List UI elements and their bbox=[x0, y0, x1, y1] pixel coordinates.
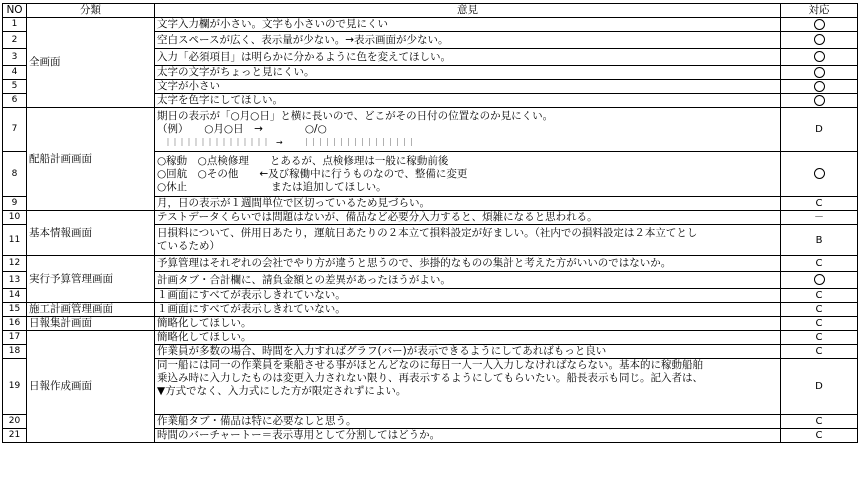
header-no: NO bbox=[3, 4, 27, 18]
opinion-line: ○稼動 ○点検修理 とあるが、点検修理は一般に稼動前後 bbox=[157, 154, 449, 167]
opinion-cell bbox=[155, 152, 781, 197]
row-no: 14 bbox=[3, 289, 27, 303]
opinion-table bbox=[2, 3, 858, 443]
row-no: 16 bbox=[3, 317, 27, 331]
opinion-cell: 文字入力欄が小さい。文字も小さいので見にくい bbox=[155, 18, 781, 32]
opinion-cell: 作業員が多数の場合、時間を入力すればグラフ(バー)が表示できるようにしてあればもっと良い bbox=[155, 345, 781, 359]
opinion-line: ▼方式でなく、入力式にした方が限定されずによい。 bbox=[157, 385, 407, 397]
opinion-cell bbox=[155, 108, 781, 152]
table-row bbox=[3, 317, 858, 331]
response-cell bbox=[781, 32, 858, 49]
category-cell: 全画面 bbox=[27, 18, 155, 108]
opinion-line: ○休止 または追加してほしい。 bbox=[157, 180, 387, 193]
response-cell: C bbox=[781, 289, 858, 303]
response-cell bbox=[781, 272, 858, 289]
header-category: 分類 bbox=[27, 4, 155, 18]
circle-mark bbox=[814, 51, 825, 62]
opinion-cell: 簡略化してほしい。 bbox=[155, 331, 781, 345]
row-no: 21 bbox=[3, 429, 27, 443]
opinion-cell: 太字を色字にしてほしい。 bbox=[155, 94, 781, 108]
category-cell: 日報集計画面 bbox=[27, 317, 155, 331]
row-no: 12 bbox=[3, 256, 27, 272]
response-cell bbox=[781, 152, 858, 197]
response-cell: C bbox=[781, 345, 858, 359]
circle-mark bbox=[814, 81, 825, 92]
row-no: 2 bbox=[3, 32, 27, 49]
category-cell: 施工計画管理画面 bbox=[27, 303, 155, 317]
opinion-line: ているため） bbox=[157, 240, 220, 252]
opinion-cell: 時間のバーチャートー＝表示専用として分割してはどうか。 bbox=[155, 429, 781, 443]
row-no: 7 bbox=[3, 108, 27, 152]
row-no: 20 bbox=[3, 415, 27, 429]
row-no: 17 bbox=[3, 331, 27, 345]
response-cell: C bbox=[781, 331, 858, 345]
category-cell: 基本情報画面 bbox=[27, 211, 155, 256]
response-cell bbox=[781, 66, 858, 80]
category-cell: 実行予算管理画面 bbox=[27, 256, 155, 303]
table-row bbox=[3, 303, 858, 317]
opinion-line: 日損料について、併用日あたり，運航日あたりの２本立て損料設定が好ましい。（社内での損料設定は２本立てとし bbox=[157, 227, 698, 239]
circle-mark bbox=[814, 168, 825, 179]
header-response: 対応 bbox=[781, 4, 858, 18]
response-cell: C bbox=[781, 197, 858, 211]
table-row bbox=[3, 108, 858, 152]
row-no: 5 bbox=[3, 80, 27, 94]
opinion-cell: 月，日の表示が１週間単位で区切っているため見づらい。 bbox=[155, 197, 781, 211]
opinion-cell: １画面にすべてが表示しきれていない。 bbox=[155, 303, 781, 317]
circle-mark bbox=[814, 19, 825, 30]
circle-mark bbox=[814, 274, 825, 285]
row-no: 6 bbox=[3, 94, 27, 108]
table-row bbox=[3, 18, 858, 32]
row-no: 15 bbox=[3, 303, 27, 317]
response-cell: C bbox=[781, 415, 858, 429]
row-no: 11 bbox=[3, 225, 27, 256]
response-cell: C bbox=[781, 256, 858, 272]
opinion-cell: テストデータくらいでは問題はないが、備品など必要分入力すると、煩雑になると思われる。 bbox=[155, 211, 781, 225]
row-no: 1 bbox=[3, 18, 27, 32]
response-cell: D bbox=[781, 108, 858, 152]
row-no: 10 bbox=[3, 211, 27, 225]
response-cell bbox=[781, 18, 858, 32]
response-cell bbox=[781, 80, 858, 94]
table-row bbox=[3, 256, 858, 272]
opinion-cell: 作業船タブ・備品は特に必要なしと思う。 bbox=[155, 415, 781, 429]
row-no: 9 bbox=[3, 197, 27, 211]
response-cell: C bbox=[781, 317, 858, 331]
opinion-line: （例） ○月○日 → ○/○ bbox=[157, 123, 327, 135]
opinion-line: ○回航 ○その他 ←及び稼働中に行うものなので、整備に変更 bbox=[157, 167, 468, 180]
response-cell: － bbox=[781, 211, 858, 225]
response-cell bbox=[781, 94, 858, 108]
opinion-line: 同一船には同一の作業員を乗船させる事がほとんどなのに毎日一人一人入力しなければならない。基本的に稼動船舶 bbox=[157, 359, 703, 371]
opinion-cell: 太字の文字がちょっと見にくい。 bbox=[155, 66, 781, 80]
opinion-cell: 入力「必須項目」は明らかに分かるように色を変えてほしい。 bbox=[155, 49, 781, 66]
opinion-cell: 予算管理はそれぞれの会社でやり方が違うと思うので、歩掛的なものの集計と考えた方がいいのではないか。 bbox=[155, 256, 781, 272]
row-no: 19 bbox=[3, 359, 27, 415]
response-cell bbox=[781, 49, 858, 66]
row-no: 13 bbox=[3, 272, 27, 289]
category-cell: 配船計画画面 bbox=[27, 108, 155, 211]
circle-mark bbox=[814, 67, 825, 78]
opinion-cell: 計画タブ・合計欄に、請負金額との差異があったほうがよい。 bbox=[155, 272, 781, 289]
row-no: 3 bbox=[3, 49, 27, 66]
table-row bbox=[3, 331, 858, 345]
response-cell: C bbox=[781, 429, 858, 443]
table-row bbox=[3, 211, 858, 225]
opinion-cell: 簡略化してほしい。 bbox=[155, 317, 781, 331]
response-cell: C bbox=[781, 303, 858, 317]
category-cell: 日報作成画面 bbox=[27, 331, 155, 443]
response-cell: B bbox=[781, 225, 858, 256]
row-no: 4 bbox=[3, 66, 27, 80]
row-no: 18 bbox=[3, 345, 27, 359]
circle-mark bbox=[814, 95, 825, 106]
response-cell: D bbox=[781, 359, 858, 415]
opinion-cell bbox=[155, 359, 781, 415]
opinion-cell: 空白スペースが広く、表示量が少ない。→表示画面が少ない。 bbox=[155, 32, 781, 49]
opinion-line: 乗込み時に入力したものは変更入力されない限り、再表示するようにしてもらいたい。船長表示も同じ。記入者は、 bbox=[157, 372, 703, 384]
opinion-line: ｜｜｜｜｜｜｜｜｜｜｜｜｜｜｜ → ｜｜｜｜｜｜｜｜｜｜｜｜｜｜｜｜ bbox=[157, 138, 415, 147]
opinion-cell: １画面にすべてが表示しきれていない。 bbox=[155, 289, 781, 303]
opinion-cell bbox=[155, 225, 781, 256]
opinion-line: 期日の表示が「○月○日」と横に長いので、どこがその日付の位置なのか見にくい。 bbox=[157, 110, 554, 122]
header-opinion: 意見 bbox=[155, 4, 781, 18]
row-no: 8 bbox=[3, 152, 27, 197]
circle-mark bbox=[814, 34, 825, 45]
header-row bbox=[3, 4, 858, 18]
opinion-cell: 文字が小さい bbox=[155, 80, 781, 94]
